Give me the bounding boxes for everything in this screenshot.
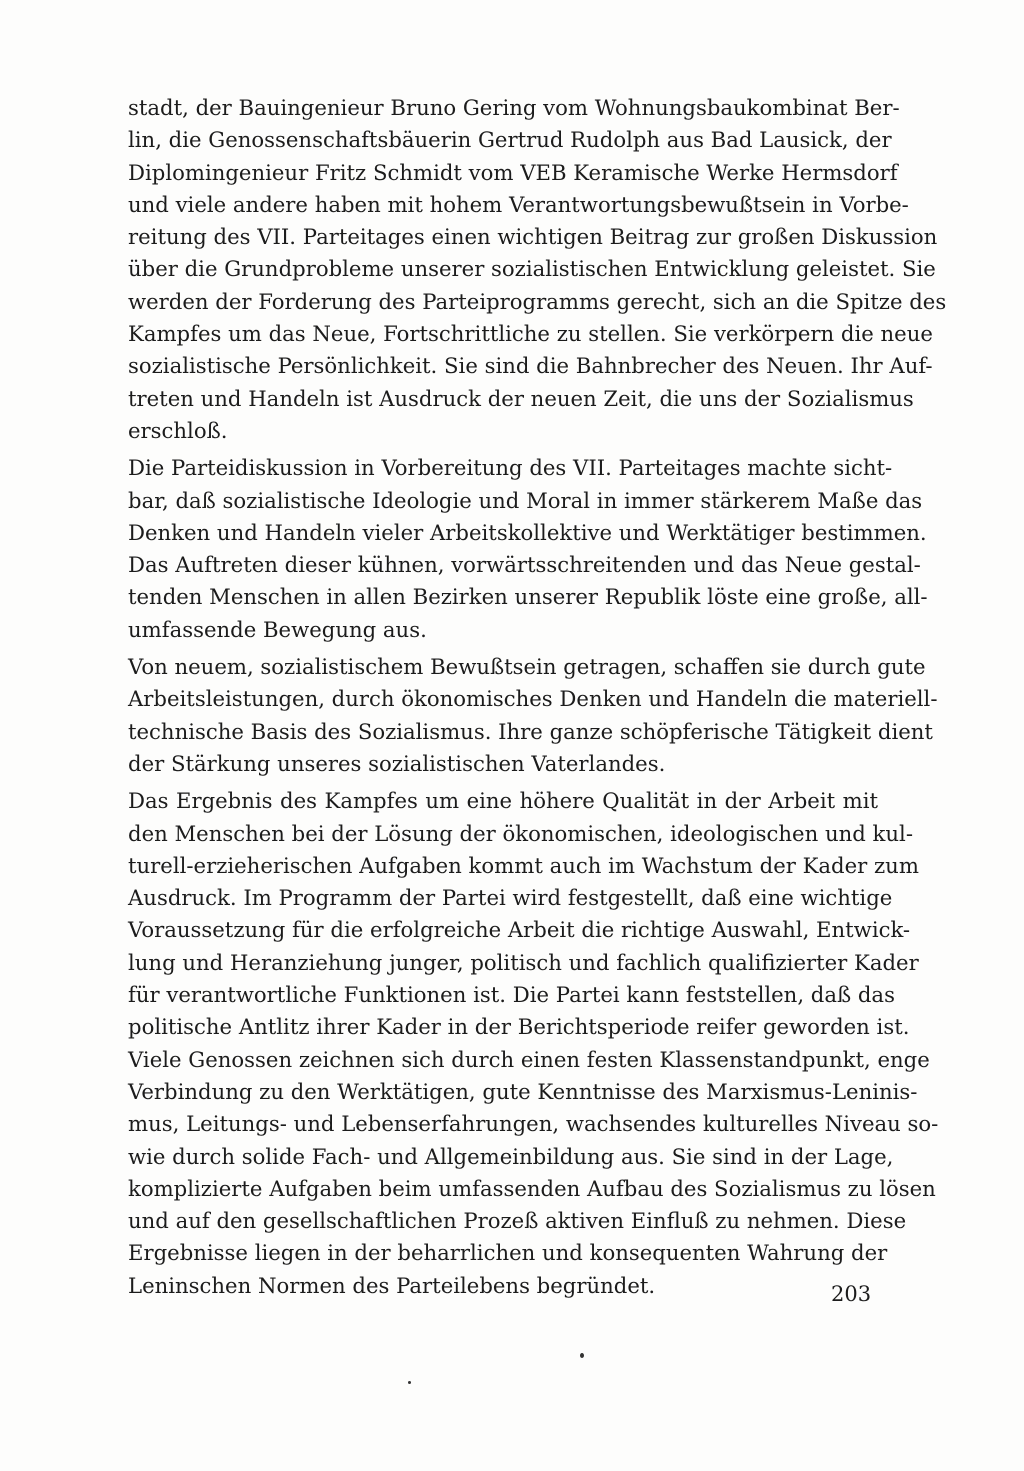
text-line: über die Grundprobleme unserer sozialistischen Entwicklung geleistet. Sie: [128, 256, 936, 282]
paragraph-3: [128, 651, 938, 780]
text-line: Das Auftreten dieser kühnen, vorwärtsschreitenden und das Neue gestal-: [128, 552, 921, 578]
text-line: Viele Genossen zeichnen sich durch einen festen Klassenstandpunkt, enge: [128, 1046, 930, 1072]
text-line: Das Ergebnis des Kampfes um eine höhere Qualität in der Arbeit mit: [128, 788, 878, 814]
text-line: und viele andere haben mit hohem Verantwortungsbewußtsein in Vorbe-: [128, 191, 909, 217]
text-line: bar, daß sozialistische Ideologie und Moral in immer stärkerem Maße das: [128, 487, 923, 513]
text-line: erschloß.: [128, 417, 228, 443]
text-line: für verantwortliche Funktionen ist. Die Partei kann feststellen, daß das: [128, 982, 895, 1008]
text-line: turell-erzieherischen Aufgaben kommt auch im Wachstum der Kader zum: [128, 852, 919, 878]
text-line: lung und Heranziehung junger, politisch und fachlich qualifizierter Kader: [128, 949, 919, 975]
text-line: treten und Handeln ist Ausdruck der neuen Zeit, die uns der Sozialismus: [128, 385, 914, 411]
text-line: der Stärkung unseres sozialistischen Vaterlandes.: [128, 750, 666, 776]
text-line: Verbindung zu den Werktätigen, gute Kenntnisse des Marxismus-Leninis-: [128, 1078, 918, 1104]
text-line: Diplomingenieur Fritz Schmidt vom VEB Keramische Werke Hermsdorf: [128, 159, 898, 185]
text-line: Ausdruck. Im Programm der Partei wird festgestellt, daß eine wichtige: [128, 885, 893, 911]
text-line: umfassende Bewegung aus.: [128, 616, 427, 642]
text-line: wie durch solide Fach- und Allgemeinbildung aus. Sie sind in der Lage,: [128, 1143, 894, 1169]
paragraph-4: [128, 785, 939, 1302]
text-line: lin, die Genossenschaftsbäuerin Gertrud Rudolph aus Bad Lausick, der: [128, 127, 892, 153]
text-line: technische Basis des Sozialismus. Ihre ganze schöpferische Tätigkeit dient: [128, 718, 933, 744]
text-line: politische Antlitz ihrer Kader in der Berichtsperiode reifer geworden ist.: [128, 1014, 910, 1040]
text-line: Denken und Handeln vieler Arbeitskollektive und Werktätiger bestimmen.: [128, 519, 927, 545]
text-line: mus, Leitungs- und Lebenserfahrungen, wachsendes kulturelles Niveau so-: [128, 1111, 939, 1137]
text-line: Von neuem, sozialistischem Bewußtsein getragen, schaffen sie durch gute: [128, 654, 926, 680]
text-line: stadt, der Bauingenieur Bruno Gering vom Wohnungsbaukombinat Ber-: [128, 95, 900, 120]
text-line: werden der Forderung des Parteiprogramms gerecht, sich an die Spitze des: [128, 288, 947, 314]
text-line: Leninschen Normen des Parteilebens begründet.: [128, 1272, 656, 1298]
paragraph-1: [128, 92, 947, 447]
paragraph-2: [128, 452, 928, 646]
text-line: komplizierte Aufgaben beim umfassenden Aufbau des Sozialismus zu lösen: [128, 1175, 936, 1201]
text-line: reitung des VII. Parteitages einen wichtigen Beitrag zur großen Diskussion: [128, 224, 938, 250]
text-line: Voraussetzung für die erfolgreiche Arbeit die richtige Auswahl, Entwick-: [128, 917, 911, 943]
page-number: 203: [831, 1282, 872, 1306]
body-text: [128, 92, 947, 1302]
text-line: und auf den gesellschaftlichen Prozeß aktiven Einfluß zu nehmen. Diese: [128, 1208, 907, 1234]
text-line: Arbeitsleistungen, durch ökonomisches Denken und Handeln die materiell-: [128, 686, 938, 712]
print-speck: [408, 1381, 411, 1384]
text-line: Ergebnisse liegen in der beharrlichen und konsequenten Wahrung der: [128, 1240, 888, 1266]
text-line: tenden Menschen in allen Bezirken unserer Republik löste eine große, all-: [128, 584, 928, 610]
text-line: Die Parteidiskussion in Vorbereitung des VII. Parteitages machte sicht-: [128, 455, 893, 481]
text-line: den Menschen bei der Lösung der ökonomischen, ideologischen und kul-: [128, 820, 913, 846]
text-line: sozialistische Persönlichkeit. Sie sind die Bahnbrecher des Neuen. Ihr Auf-: [128, 353, 933, 379]
print-speck: [580, 1353, 584, 1358]
text-line: Kampfes um das Neue, Fortschrittliche zu stellen. Sie verkörpern die neue: [128, 321, 933, 347]
